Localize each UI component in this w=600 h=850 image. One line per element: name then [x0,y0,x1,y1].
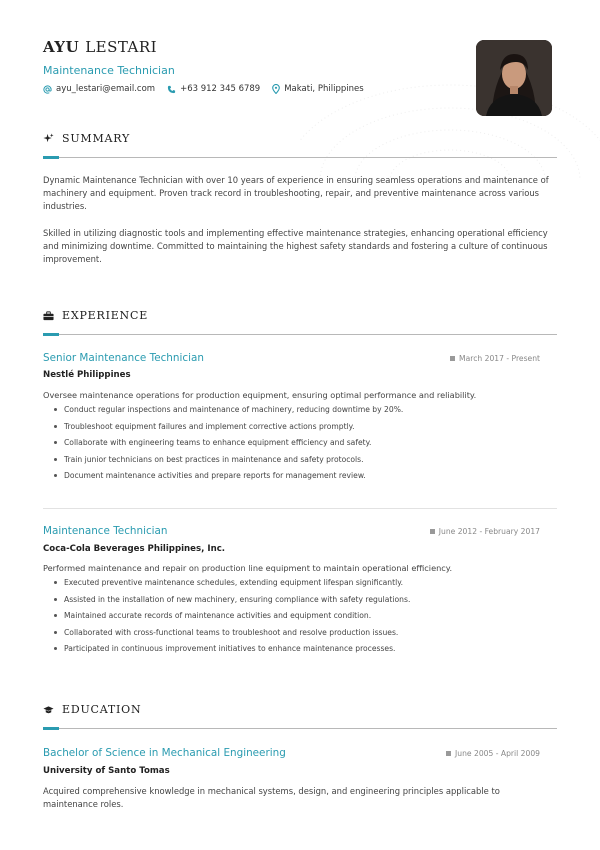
education-dates-text: June 2005 - April 2009 [455,749,540,758]
list-item: Conduct regular inspections and maintenance of machinery, reducing downtime by 20%. [53,404,403,421]
calendar-icon [430,529,435,534]
summary-paragraph-1: Dynamic Maintenance Technician with over 10 years of experience in ensuring seamless operations and maintenance of machinery and equipment. Proven track record in troubleshooting, repair, and preventive maintenance across various industries. [43,175,549,211]
job-1-dates [450,354,540,363]
list-item: Document maintenance activities and prepare reports for management review. [53,470,403,487]
degree-title: Bachelor of Science in Mechanical Engineering [43,747,286,759]
list-item: Troubleshoot equipment failures and implement corrective actions promptly. [53,421,403,438]
job-2-dates [430,527,540,536]
job-title: Maintenance Technician [43,64,175,77]
profile-photo [476,40,552,116]
last-name: LESTARI [85,38,158,56]
job-2-company: Coca-Cola Beverages Philippines, Inc. [43,544,226,554]
contact-phone[interactable] [167,84,260,94]
graduation-cap-icon [43,705,54,715]
contact-location [272,84,363,94]
summary-rule-accent [43,156,59,159]
at-sign-icon [43,85,52,94]
job-1-company: Nestlé Philippines [43,370,131,380]
list-item: Participated in continuous improvement initiatives to enhance maintenance processes. [53,643,410,660]
calendar-icon [450,356,455,361]
contact-row [43,84,376,94]
education-heading [43,703,141,716]
job-2-title: Maintenance Technician [43,525,168,537]
job-2-description: Performed maintenance and repair on production line equipment to maintain operational efficiency. [43,563,453,573]
summary-rule [43,157,557,158]
experience-rule-accent [43,333,59,336]
location-pin-icon [272,84,280,94]
experience-heading-text: EXPERIENCE [62,309,149,322]
briefcase-icon [43,311,54,321]
education-rule-accent [43,727,59,730]
summary-paragraph-2: Skilled in utilizing diagnostic tools and implementing effective maintenance strategies, enhancing operational efficiency and minimizing downtime. Committed to maintaining the highest safety standards and fostering a culture of continuous improvement. [43,228,548,264]
contact-email[interactable] [43,84,155,94]
school-name: University of Santo Tomas [43,766,170,776]
location-text: Makati, Philippines [284,84,364,94]
list-item: Collaborated with cross-functional teams to troubleshoot and resolve production issues. [53,627,410,644]
job-2-bullet-list [53,577,410,660]
job-2-dates-text: June 2012 - February 2017 [438,527,540,536]
education-dates [446,749,540,758]
list-item: Maintained accurate records of maintenance activities and equipment condition. [53,610,410,627]
first-name: AYU [43,38,80,56]
job-1-bullet-list [53,404,403,487]
email-text: ayu_lestari@email.com [56,84,156,94]
job-1-dates-text: March 2017 - Present [459,354,540,363]
phone-icon [167,85,176,94]
list-item: Executed preventive maintenance schedules, extending equipment lifespan significantly. [53,577,410,594]
education-heading-text: EDUCATION [62,703,142,716]
calendar-icon [446,751,451,756]
job-1-title: Senior Maintenance Technician [43,352,204,364]
job-1-description: Oversee maintenance operations for production equipment, ensuring optimal performance and reliability. [43,390,477,400]
experience-rule [43,334,557,335]
candidate-name [43,38,157,56]
education-description: Acquired comprehensive knowledge in mechanical systems, design, and engineering principles applicable to maintenance roles. [43,786,500,809]
list-item: Train junior technicians on best practices in maintenance and safety protocols. [53,454,403,471]
job-divider [43,508,557,509]
experience-heading [43,309,148,322]
summary-heading [43,132,130,145]
education-rule [43,728,557,729]
summary-heading-text: SUMMARY [62,132,131,145]
phone-text: +63 912 345 6789 [180,84,261,94]
list-item: Collaborate with engineering teams to enhance equipment efficiency and safety. [53,437,403,454]
sparkle-icon [43,133,54,144]
list-item: Assisted in the installation of new machinery, ensuring compliance with safety regulations. [53,594,410,611]
